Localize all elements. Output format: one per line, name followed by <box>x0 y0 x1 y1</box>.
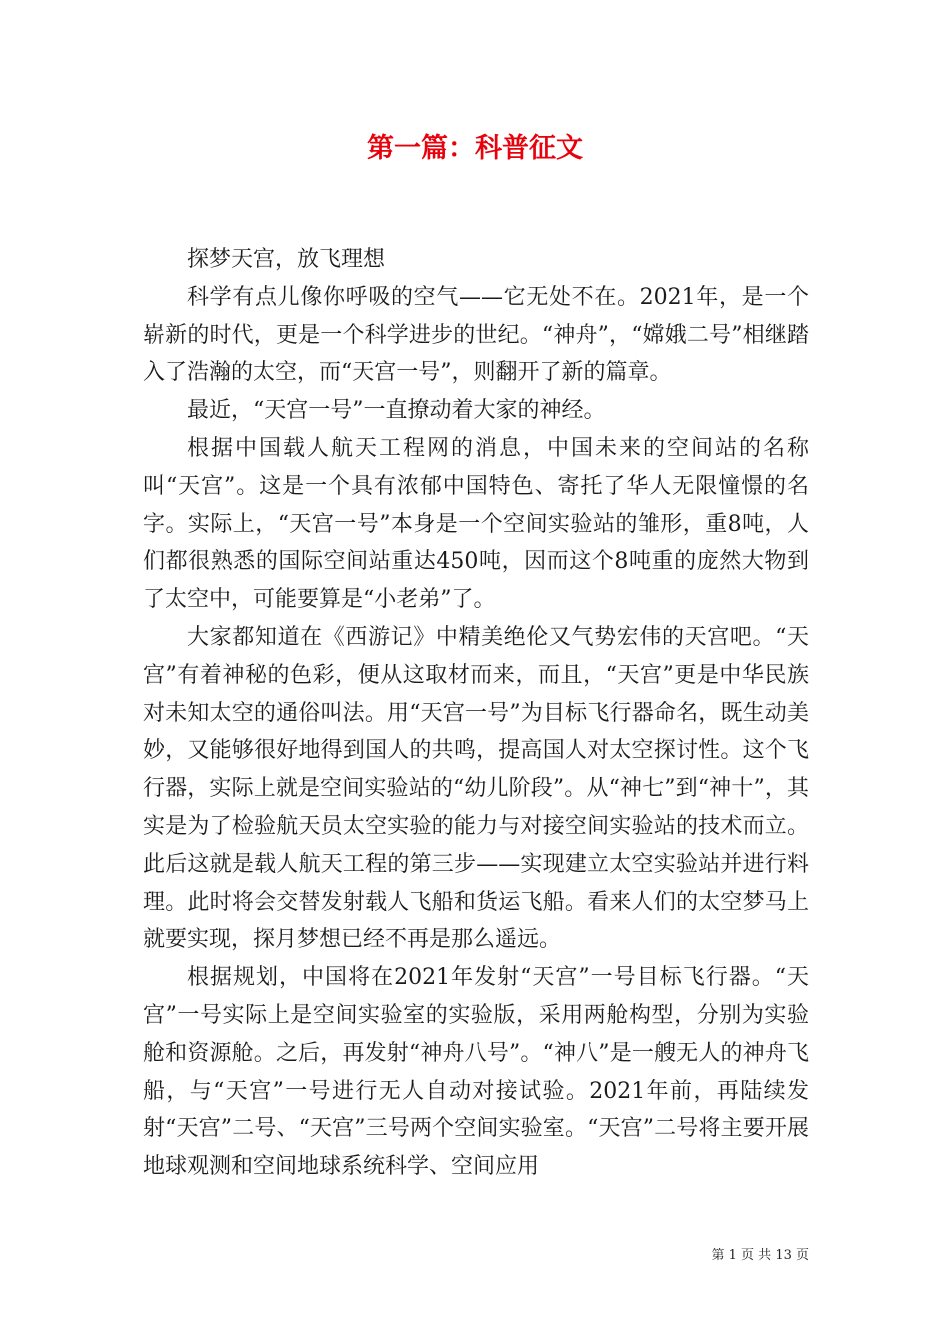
document-title: 第一篇：科普征文 <box>367 133 583 164</box>
paragraph: 根据中国载人航天工程网的消息，中国未来的空间站的名称叫“天宫”。这是一个具有浓郁中国特色、寄托了华人无限憧憬的名字。实际上，“天宫一号”本身是一个空间实验站的雏形，重8吨，人们都很熟悉的国际空间站重达450吨，因而这个8吨重的庞然大物到了太空中，可能要算是“小老弟”了。 <box>143 435 809 613</box>
paragraph: 科学有点儿像你呼吸的空气——它无处不在。2021年，是一个崭新的时代，更是一个科学进步的世纪。“神舟”，“嫦娥二号”相继踏入了浩瀚的太空，而“天宫一号”，则翻开了新的篇章。 <box>143 284 809 386</box>
paragraph: 最近，“天宫一号”一直撩动着大家的神经。 <box>187 398 606 424</box>
paragraph: 根据规划，中国将在2021年发射“天宫”一号目标飞行器。“天宫”一号实际上是空间实验室的实验版，采用两舱构型，分别为实验舱和资源舱。之后，再发射“神舟八号”。“神八”是一艘无人的神舟飞船，与“天宫”一号进行无人自动对接试验。2021年前，再陆续发射“天宫”二号、“天宫”三号两个空间实验室。“天宫”二号将主要开展地球观测和空间地球系统科学、空间应用 <box>143 965 809 1180</box>
document-body <box>143 241 809 1186</box>
paragraph-subtitle: 探梦天宫，放飞理想 <box>187 247 386 272</box>
page-number-footer: 第 1 页 共 13 页 <box>711 1248 809 1263</box>
paragraph: 大家都知道在《西游记》中精美绝伦又气势宏伟的天宫吧。“天宫”有着神秘的色彩，便从这取材而来，而且，“天宫”更是中华民族对未知太空的通俗叫法。用“天宫一号”为目标飞行器命名，既生动美妙，又能够很好地得到国人的共鸣，提高国人对太空探讨性。这个飞行器，实际上就是空间实验站的“幼儿阶段”。从“神七”到“神十”，其实是为了检验航天员太空实验的能力与对接空间实验站的技术而立。此后这就是载人航天工程的第三步——实现建立太空实验站并进行料理。此时将会交替发射载人飞船和货运飞船。看来人们的太空梦马上就要实现，探月梦想已经不再是那么遥远。 <box>143 624 809 953</box>
